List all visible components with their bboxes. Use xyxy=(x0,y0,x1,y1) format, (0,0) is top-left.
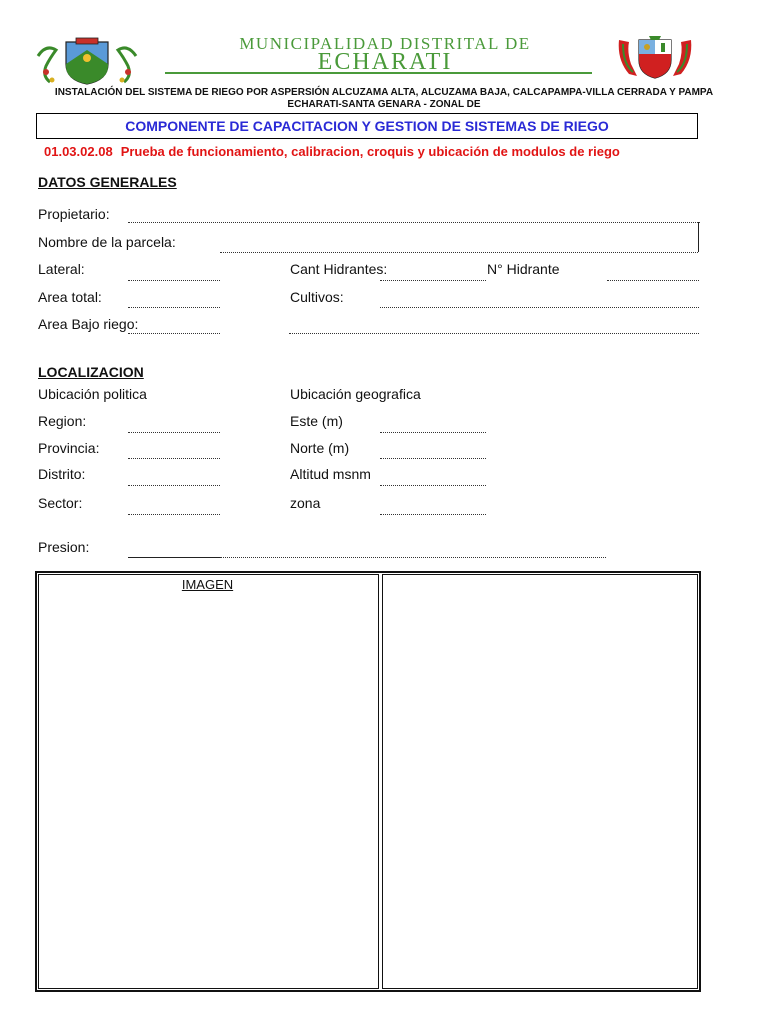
field-sector[interactable] xyxy=(128,514,220,515)
label-n-hidrante: N° Hidrante xyxy=(487,261,560,277)
label-provincia: Provincia: xyxy=(38,440,100,456)
label-cant-hidrantes: Cant Hidrantes: xyxy=(290,261,388,277)
field-provincia[interactable] xyxy=(128,458,220,459)
label-cultivos: Cultivos: xyxy=(290,289,344,305)
header-rule xyxy=(165,72,592,74)
label-zona: zona xyxy=(290,495,321,511)
label-distrito: Distrito: xyxy=(38,466,86,482)
field-cant-hidrantes[interactable] xyxy=(380,280,486,281)
image-cell-left[interactable] xyxy=(38,574,379,989)
label-area-total: Area total: xyxy=(38,289,102,305)
project-title: INSTALACIÓN DEL SISTEMA DE RIEGO POR ASPERSIÓN ALCUZAMA ALTA, ALCUZAMA BAJA, CALCAPAMPA-VILLA CERRADA Y PAMPA ECHARATI-SANTA GENARA - ZONAL DE xyxy=(54,87,714,110)
activity-code: 01.03.02.08 xyxy=(44,144,113,159)
municipality-name-line1: MUNICIPALIDAD DISTRITAL DE xyxy=(239,34,531,53)
activity-line xyxy=(44,144,620,159)
field-presion[interactable] xyxy=(128,557,220,558)
activity-text: Prueba de funcionamiento, calibracion, croquis y ubicación de modulos de riego xyxy=(120,144,620,159)
section-datos-generales: DATOS GENERALES xyxy=(38,174,177,190)
component-title: COMPONENTE DE CAPACITACION Y GESTION DE SISTEMAS DE RIEGO xyxy=(125,118,609,134)
label-norte: Norte (m) xyxy=(290,440,350,456)
municipal-crest-logo xyxy=(36,36,138,86)
field-lateral[interactable] xyxy=(128,280,220,281)
peru-shield-logo xyxy=(615,34,695,82)
field-este[interactable] xyxy=(380,432,486,433)
label-altitud: Altitud msnm xyxy=(290,466,371,482)
field-distrito[interactable] xyxy=(128,485,220,486)
image-cell-right[interactable] xyxy=(382,574,698,989)
section-localizacion: LOCALIZACION xyxy=(38,364,144,380)
field-nombre-parcela[interactable] xyxy=(220,252,698,253)
field-area-total[interactable] xyxy=(128,307,220,308)
label-nombre-parcela: Nombre de la parcela: xyxy=(38,234,176,250)
label-propietario: Propietario: xyxy=(38,206,110,222)
label-ubicacion-geografica: Ubicación geografica xyxy=(290,386,421,402)
municipality-name-line2: ECHARATI xyxy=(317,49,453,75)
field-norte[interactable] xyxy=(380,458,486,459)
field-region[interactable] xyxy=(128,432,220,433)
label-region: Region: xyxy=(38,413,87,429)
label-presion: Presion: xyxy=(38,539,90,555)
field-zona[interactable] xyxy=(380,514,486,515)
field-cultivos[interactable] xyxy=(380,307,699,308)
label-sector: Sector: xyxy=(38,495,83,511)
label-ubicacion-politica: Ubicación politica xyxy=(38,386,147,402)
label-este: Este (m) xyxy=(290,413,343,429)
image-label: IMAGEN xyxy=(181,577,234,592)
component-title-box xyxy=(36,113,698,139)
field-presion-extra[interactable] xyxy=(220,557,606,558)
field-n-hidrante[interactable] xyxy=(607,280,699,281)
label-lateral: Lateral: xyxy=(38,261,85,277)
field-area-bajo-riego[interactable] xyxy=(128,333,220,334)
field-propietario[interactable] xyxy=(128,222,700,223)
field-area-bajo-riego-extra[interactable] xyxy=(289,333,699,334)
label-area-bajo-riego: Area Bajo riego: xyxy=(38,316,139,332)
field-border-right xyxy=(698,222,699,252)
field-altitud[interactable] xyxy=(380,485,486,486)
